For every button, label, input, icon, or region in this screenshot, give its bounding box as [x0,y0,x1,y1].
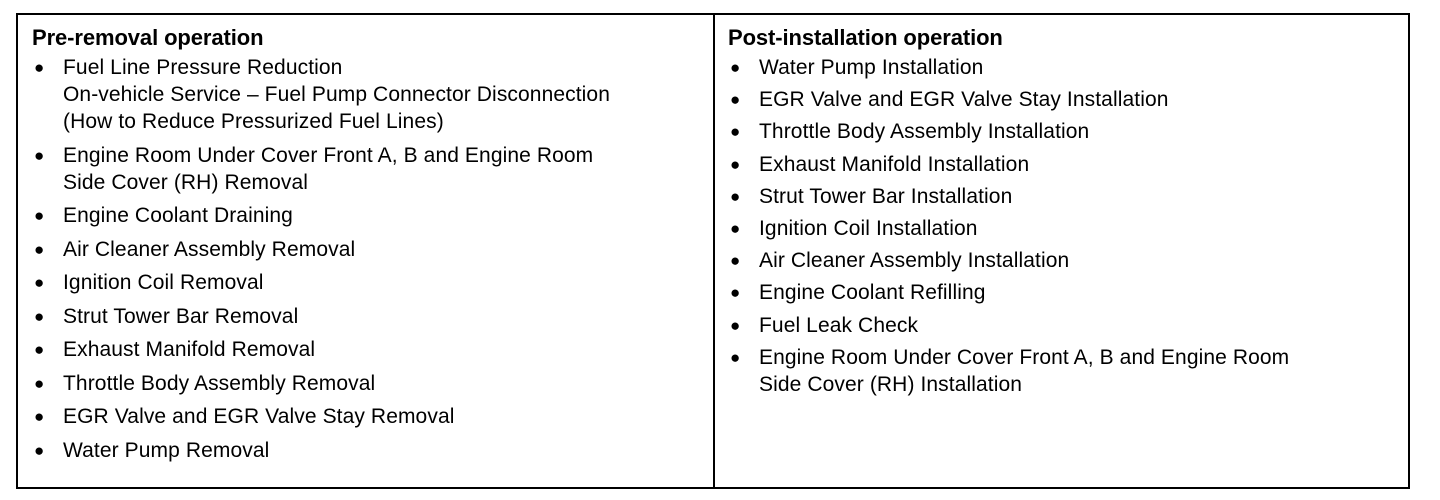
list-item-text: Throttle Body Assembly Installation [759,120,1090,144]
list-item [32,202,713,229]
bullet-icon: ● [34,273,45,292]
list-item-text: EGR Valve and EGR Valve Stay Removal [63,405,455,428]
bullet-icon: ● [34,239,45,259]
list-item-text: Side Cover (RH) Removal [63,170,309,194]
list-item [32,336,713,363]
list-item-text: Ignition Coil Installation [759,216,978,240]
list-item-text: On-vehicle Service – Fuel Pump Connector Disconnection [63,83,610,106]
operations-table [16,13,1410,489]
list-item [728,247,1408,274]
bullet-icon: ● [730,186,741,206]
list-item [32,303,713,330]
list-item-text: EGR Valve and EGR Valve Stay Installation [759,88,1169,112]
bullet-icon: ● [730,58,741,77]
list-item-text: Fuel Line Pressure Reduction [63,56,343,79]
list-item-text: Strut Tower Bar Installation [759,184,1013,208]
list-item-text: (How to Reduce Pressurized Fuel Lines) [63,110,444,133]
list-item-text: Strut Tower Bar Removal [63,304,299,328]
list-item-text: Engine Coolant Draining [63,204,293,227]
bullet-icon: ● [34,306,45,326]
list-item-text: Air Cleaner Assembly Removal [63,237,356,261]
list-item [32,437,713,464]
bullet-icon: ● [730,218,741,238]
bullet-icon: ● [730,283,741,303]
list-item-text: Air Cleaner Assembly Installation [759,249,1070,273]
list-item [32,236,713,263]
bullet-icon: ● [34,440,45,460]
list-item-text: Exhaust Manifold Removal [63,338,316,361]
bullet-icon: ● [730,315,741,335]
list-item-text: Exhaust Manifold Installation [759,152,1030,176]
list-item [728,344,1408,398]
list-item-text: Fuel Leak Check [759,313,919,337]
list-item [32,142,713,196]
post-installation-column [715,15,1408,487]
list-item [728,215,1408,242]
bullet-icon: ● [730,154,741,174]
list-item-text: Side Cover (RH) Installation [759,372,1023,396]
list-item [728,86,1408,113]
list-item [32,269,713,296]
bullet-icon: ● [34,206,45,225]
bullet-icon: ● [730,347,741,367]
post-installation-heading: Post-installation operation [728,25,1003,50]
pre-removal-column [18,15,715,487]
list-item-text: Engine Coolant Refilling [759,281,986,305]
list-item-text: Water Pump Removal [63,438,270,462]
list-item-text: Engine Room Under Cover Front A, B and Engine Room [63,143,594,167]
post-installation-list [728,54,1408,398]
list-item [32,370,713,397]
list-item [728,118,1408,145]
bullet-icon: ● [730,122,741,142]
bullet-icon: ● [34,373,45,393]
list-item [728,54,1408,81]
list-item [728,312,1408,339]
list-item [32,403,713,430]
list-item [728,151,1408,178]
list-item-text: Engine Room Under Cover Front A, B and Engine Room [759,345,1290,369]
bullet-icon: ● [34,407,45,426]
list-item [728,279,1408,306]
list-item [728,183,1408,210]
list-item [32,54,713,135]
bullet-icon: ● [730,251,741,271]
pre-removal-heading: Pre-removal operation [32,25,264,50]
bullet-icon: ● [34,145,45,165]
list-item-text: Ignition Coil Removal [63,271,264,294]
bullet-icon: ● [34,58,45,77]
list-item-text: Water Pump Installation [759,56,984,79]
bullet-icon: ● [730,90,741,110]
list-item-text: Throttle Body Assembly Removal [63,371,376,395]
bullet-icon: ● [34,340,45,359]
pre-removal-list [32,54,713,464]
